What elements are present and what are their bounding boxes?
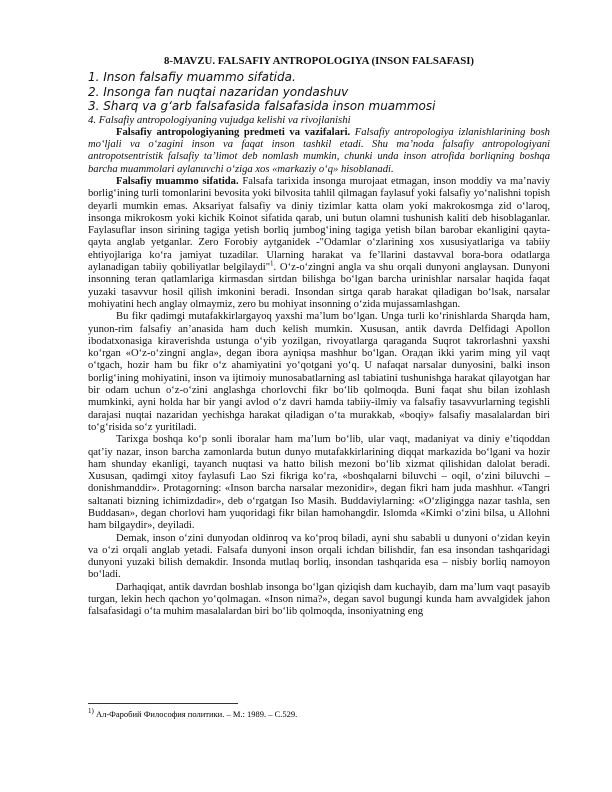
footnote-divider (88, 703, 238, 704)
section-paragraph (88, 176, 550, 311)
intro-paragraph (88, 127, 550, 176)
section-text-1: Falsafa tarixida insonga murojaat etmagan, inson moddiy va ma’naviy borlig‘ining turli tomonlarini bevosita yoki bilvosita tahlil qilmagan faylasuf yoki falsafiy yo‘nalishni topish deyarli mumkin emas. Aksariyat falsafiy va diniy tizimlar katta olam yoki makrokosmga zid o‘laroq, insonga mikrokosm yoki kichik Koinot sifatida qarab, uni butun olamni tushunish kaliti deb hisoblaganlar. Faylasuflar inson sirining tagiga yetish borliq jumbog‘ining tagiga yetish bilan barobar ekanligini qayta-qayta anglab yetganlar. Zero Forobiy aytganidek -"Odamlar o‘zlarining xos xususiyatlariga va tabiiy ehtiyojlariga ko‘ra jamiyat tuzadilar. Ularning harakat va fe’llarini dastavval bora-bora odatlarga aylanadigan tabiiy qobiliyatlar belgilaydi" (88, 175, 550, 274)
plan-item-4: 4. Falsafiy antropologiyaning vujudga kelishi va rivojlanishi (88, 113, 351, 126)
section-heading: Falsafiy muammo sifatida. (116, 175, 239, 187)
intro-heading: Falsafiy antropologiyaning predmeti va vazifalari. (116, 126, 351, 138)
body-paragraph-3: Demak, inson o‘zini dunyodan oldinroq va ko‘proq biladi, ayni shu sababli u dunyoni o‘zidan keyin va o‘zi orqali anglab yetadi. Falsafa dunyoni inson orqali ichdan bilishdir, fan esa insondan tashqaridagi dunyoni yuzaki bilish demakdir. Insonda mutlaq borliq, insondan tashqarida esa – nisbiy borliq namoyon bo‘ladi. (88, 532, 550, 581)
body-paragraph-1: Bu fikr qadimgi mutafakkirlargayoq yaxshi ma’lum bo‘lgan. Unga turli ko‘rinishlarda Sharqda ham, yunon-rim falsafiy an’anasida ham duch kelish mumkin. Xususan, antik davrda Delfidagi Apollon ibodatxonasiga kiraverishda ustunga o‘yib yozilgan, rivoyatlarga qaraganda Suqrot takrorlashni yaxshi ko‘rgan «O‘z-o‘zingni angla», degan ibora ayniqsa mashhur bo‘lgan. Orадan ikki yarim ming yil vaqt o‘tgach, hozir ham bu fikr o‘z ahamiyatini yo‘qotgani yo‘q. U nafaqat narsalar dunyosini, balki inson borlig‘ining mohiyatini, inson va ijtimoiy munosabatlarning asl tabiatini tushunishga harakat qilayotgan har bir odam uchun o‘z-o‘zini anglashga chorlovchi fikr bo‘lib qolmoqda. Buni faqat shu bilan izohlash mumkinki, ayni holda har bir yangi avlod o‘z davri hamda tabiiy-ilmiy va falsafiy tasavvurlarning tegishli darajasi nuqtai nazaridan yechishga harakat qiladigan o‘ta murakkab, «boqiy» falsafiy masalalardan biri to‘g‘risida so‘z yuritiladi. (88, 311, 550, 433)
footnote-text: Ал-Фаробий Философия политики. – М.: 1989. – С.529. (95, 709, 298, 719)
plan-item-2: 2. Insonga fan nuqtai nazaridan yondashuv (88, 84, 349, 99)
plan-item-3: 3. Sharq va g‘arb falsafasida falsafasida inson muammosi (88, 99, 436, 114)
intro-text: Falsafiy antropologiya izlanishlarining bosh mo‘ljali va o‘zagini inson va faqat inson tashkil etadi. Shu ma’noda falsafiy antropologiyani antropotsentristik falsafiy ta’limot deb nomlash mumkin, chunki unda inson atrofida borliqning boshqa barcha muammolari aylanuvchi o‘ziga xos «markaziy o‘q» hisoblanadi. (88, 126, 550, 175)
footnote-reference[interactable]: 1 (270, 259, 274, 268)
footnote-mark: 1) (88, 707, 94, 716)
page-title: 8-MAVZU. FALSAFIY ANTROPOLOGIYA (INSON FALSAFASI) (163, 55, 475, 67)
footnote (88, 709, 297, 719)
body-paragraph-2: Tarixga boshqa ko‘p sonli iboralar ham ma’lum bo‘lib, ular vaqt, madaniyat va diniy e’tiqoddan qat’iy nazar, inson barcha zamonlarda butun dunyo mutafakkirlarining diqqat markazida bo‘lgani va hozir ham shunday ekanligi, tayanch nuqtasi va hatto bilish mezoni bo‘lib xizmat qilishidan dalolat beradi. Xususan, qadimgi xitoy faylasufi Lao Szi fikriga ko‘ra, «boshqalarni biluvchi – oqil, o‘zini biluvchi – donishmanddir». Protagorning: «Inson barcha narsalar mezonidir», degan fikri ham juda mashhur. «Tangri saltanati bizning ichimizdadir», deb o‘rgatgan Iso Masih. Buddaviylarning: «O‘zligingga nazar tashla, sen Buddasan», degan chorlovi ham yuqoridagi fikr bilan hamohangdir. Islomda «Kimki o‘zini bilsa, u Allohni ham bilgaydir», deyiladi. (88, 434, 550, 532)
plan-item-1: 1. Inson falsafiy muammo sifatida. (88, 70, 296, 85)
section-text-2: . O‘z-o‘zingni angla va shu orqali dunyoni anglaysan. Dunyoni insonning teran qatlamlariga kirmasdan sirtdan bilishga bo‘lgan barcha urinishlar narsalar haqida faqat yuzaki tasavvur hosil qilish imkonini beradi. Insondan sirtga qarab harakat qiladigan bo‘lsak, narsalar mohiyatini hech anglay olmaymiz, zero bu mohiyat insonning o‘zida mujassamlashgan. (88, 262, 550, 310)
body-paragraph-4: Darhaqiqat, antik davrdan boshlab insonga bo‘lgan qiziqish dam kuchayib, dam ma’lum vaqt pasayib turgan, lekin hech qachon yo‘qolmagan. «Inson nima?», degan savol bugungi kunda ham avvalgidek jahon falsafasidagi o‘ta muhim masalalardan biri bo‘lib qolmoqda, insoniyatning eng (88, 581, 550, 618)
